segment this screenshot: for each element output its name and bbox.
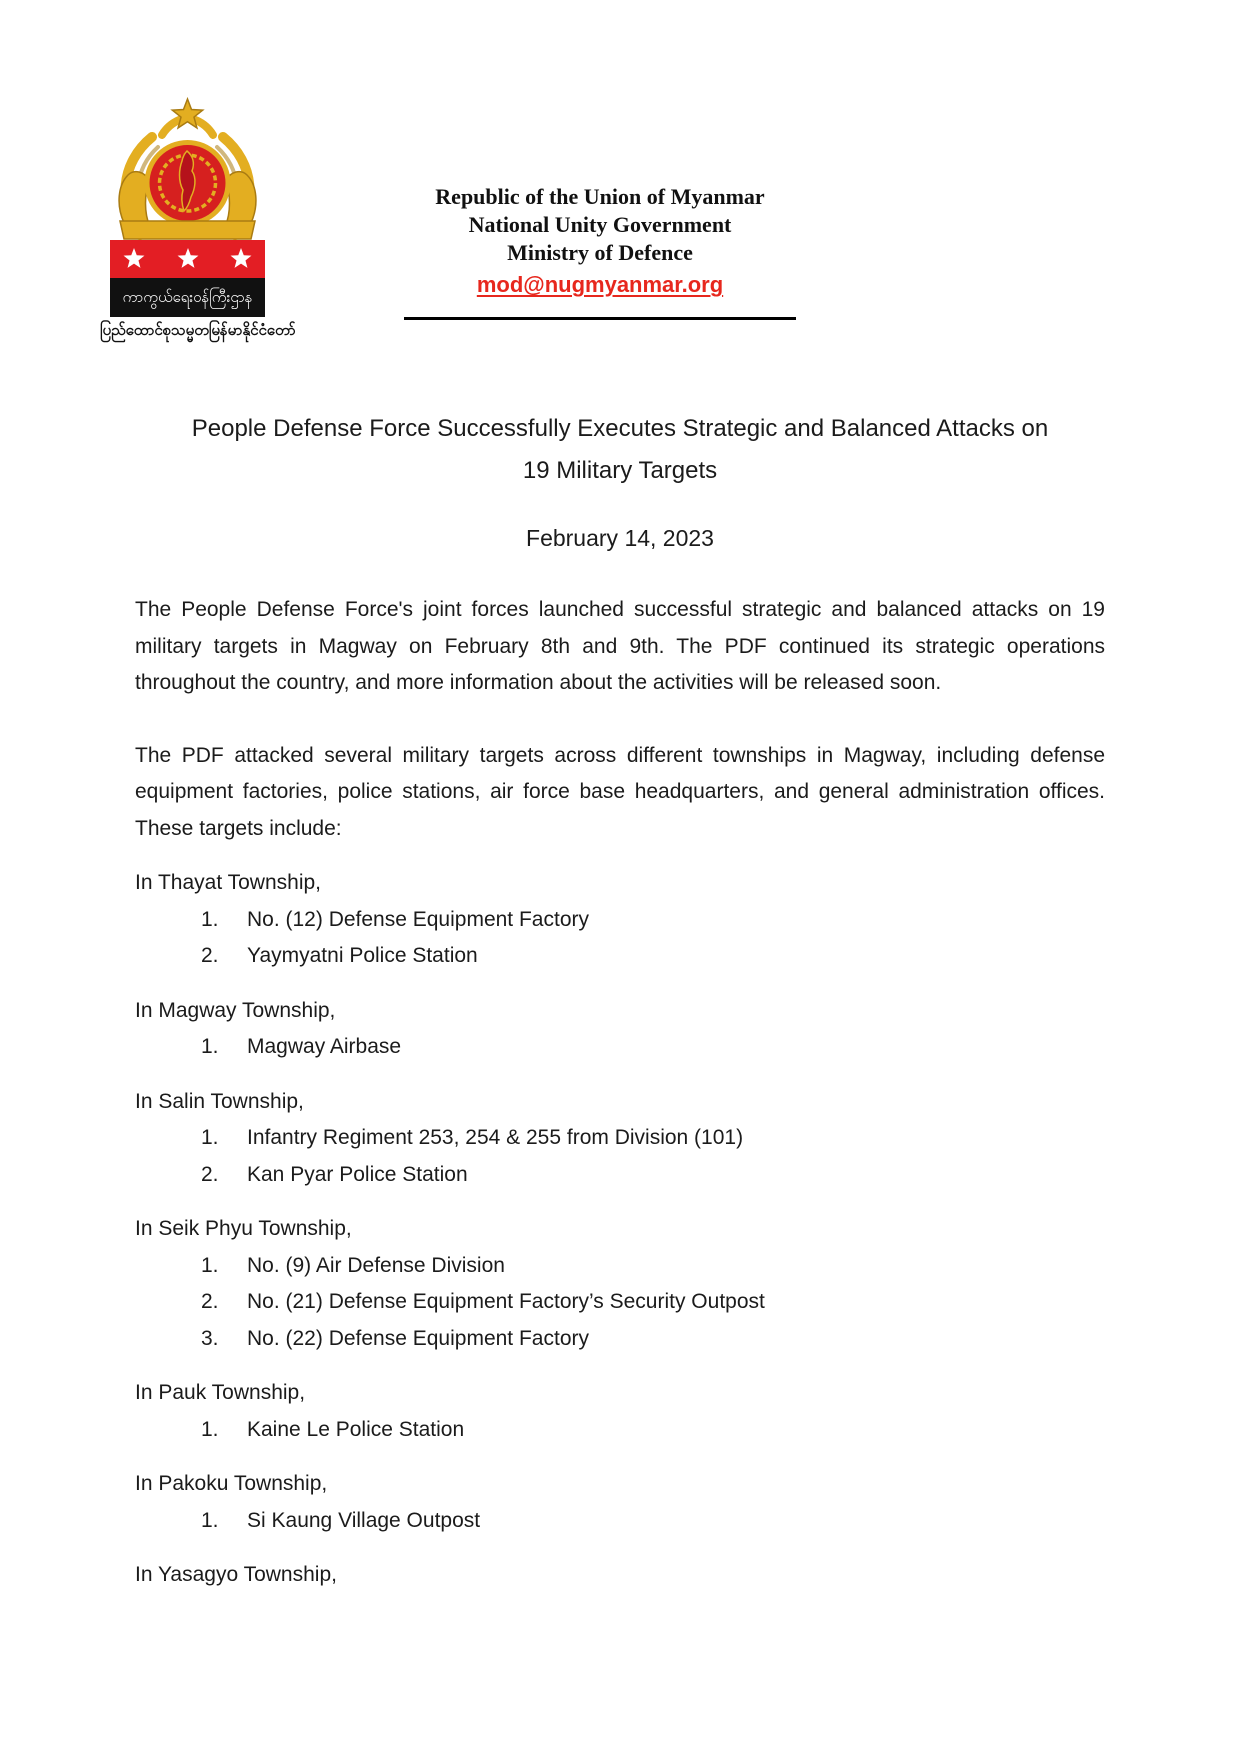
target-name: Kaine Le Police Station bbox=[247, 1417, 465, 1441]
list-number: 2. bbox=[201, 1290, 219, 1313]
white-star-icon bbox=[176, 247, 200, 271]
target-list-item bbox=[201, 902, 1105, 939]
list-number: 1. bbox=[201, 1035, 219, 1058]
letterhead bbox=[330, 183, 870, 320]
target-list bbox=[135, 1248, 1105, 1358]
list-number: 1. bbox=[201, 1126, 219, 1149]
target-name: No. (22) Defense Equipment Factory bbox=[247, 1326, 589, 1350]
target-list bbox=[135, 1029, 1105, 1066]
target-list-item bbox=[201, 1029, 1105, 1066]
township-heading: In Yasagyo Township, bbox=[135, 1563, 337, 1586]
target-name: No. (12) Defense Equipment Factory bbox=[247, 907, 589, 931]
township-section bbox=[135, 1466, 1105, 1539]
target-name: Si Kaung Village Outpost bbox=[247, 1508, 481, 1532]
white-star-icon bbox=[122, 247, 146, 271]
red-stars-band bbox=[110, 240, 265, 278]
township-section bbox=[135, 1211, 1105, 1357]
target-list-item bbox=[201, 1412, 1105, 1449]
township-section bbox=[135, 1557, 1105, 1594]
document-date: February 14, 2023 bbox=[526, 525, 714, 551]
list-number: 1. bbox=[201, 1253, 219, 1277]
township-section bbox=[135, 1084, 1105, 1194]
letterhead-government: National Unity Government bbox=[468, 212, 732, 237]
target-name: No. (21) Defense Equipment Factory’s Security Outpost bbox=[247, 1290, 765, 1313]
list-number: 1. bbox=[201, 1417, 219, 1441]
ribbon-banner bbox=[120, 221, 255, 239]
target-list bbox=[135, 902, 1105, 975]
target-list-item bbox=[201, 938, 1105, 975]
township-heading: In Salin Township, bbox=[135, 1089, 304, 1113]
target-list-item bbox=[201, 1248, 1105, 1285]
mod-crest-icon bbox=[110, 93, 265, 240]
header-divider-line bbox=[404, 317, 796, 320]
ministry-burmese-band: ကာကွယ်ရေးဝန်ကြီးဌာန bbox=[110, 278, 265, 317]
target-name: Infantry Regiment 253, 254 & 255 from Division (101) bbox=[247, 1126, 744, 1149]
township-section bbox=[135, 993, 1105, 1066]
white-star-icon bbox=[229, 247, 253, 271]
target-list bbox=[135, 1120, 1105, 1193]
page-title bbox=[135, 408, 1105, 492]
township-heading: In Pakoku Township, bbox=[135, 1472, 328, 1495]
page-title-line1: People Defense Force Successfully Executes Strategic and Balanced Attacks on bbox=[191, 415, 1049, 442]
letterhead-ministry: Ministry of Defence bbox=[507, 240, 693, 265]
target-name: Yaymyatni Police Station bbox=[247, 944, 478, 967]
mod-emblem-logo bbox=[100, 93, 296, 343]
paragraph-targets-overview: The PDF attacked several military targets across different townships in Magway, including defense equipment factories, police stations, air force base headquarters, and general administration offices. These targets include: bbox=[135, 743, 1105, 840]
list-number: 1. bbox=[201, 907, 219, 931]
target-list bbox=[135, 1503, 1105, 1540]
township-section bbox=[135, 865, 1105, 975]
list-number: 2. bbox=[201, 944, 219, 967]
document-body bbox=[135, 352, 1105, 1594]
list-number: 1. bbox=[201, 1508, 219, 1532]
township-section bbox=[135, 1375, 1105, 1448]
target-list-item bbox=[201, 1284, 1105, 1321]
union-burmese-caption: ပြည်ထောင်စုသမ္မတမြန်မာနိုင်ငံတော် bbox=[100, 322, 296, 339]
target-name: Kan Pyar Police Station bbox=[247, 1162, 468, 1186]
list-number: 2. bbox=[201, 1162, 219, 1186]
page-title-line2: 19 Military Targets bbox=[522, 457, 718, 484]
list-number: 3. bbox=[201, 1326, 219, 1350]
township-heading: In Magway Township, bbox=[135, 998, 336, 1022]
target-list-item bbox=[201, 1157, 1105, 1194]
paragraph-intro: The People Defense Force's joint forces launched successful strategic and balanced attacks on 19 military targets in Magway on February 8th and 9th. The PDF continued its strategic operations throughout the country, and more information about the activities will be released soon. bbox=[135, 598, 1105, 694]
letterhead-country: Republic of the Union of Myanmar bbox=[435, 184, 765, 209]
mod-emblem bbox=[110, 93, 265, 317]
township-heading: In Thayat Township, bbox=[135, 871, 322, 894]
township-heading: In Seik Phyu Township, bbox=[135, 1217, 352, 1240]
township-heading: In Pauk Township, bbox=[135, 1381, 306, 1404]
target-list-item bbox=[201, 1503, 1105, 1540]
target-list-item bbox=[201, 1120, 1105, 1157]
target-name: Magway Airbase bbox=[247, 1035, 402, 1058]
township-sections bbox=[135, 865, 1105, 1594]
target-name: No. (9) Air Defense Division bbox=[247, 1253, 505, 1277]
target-list bbox=[135, 1412, 1105, 1449]
target-list-item bbox=[201, 1321, 1105, 1358]
email-link[interactable]: mod@nugmyanmar.org bbox=[476, 272, 724, 297]
